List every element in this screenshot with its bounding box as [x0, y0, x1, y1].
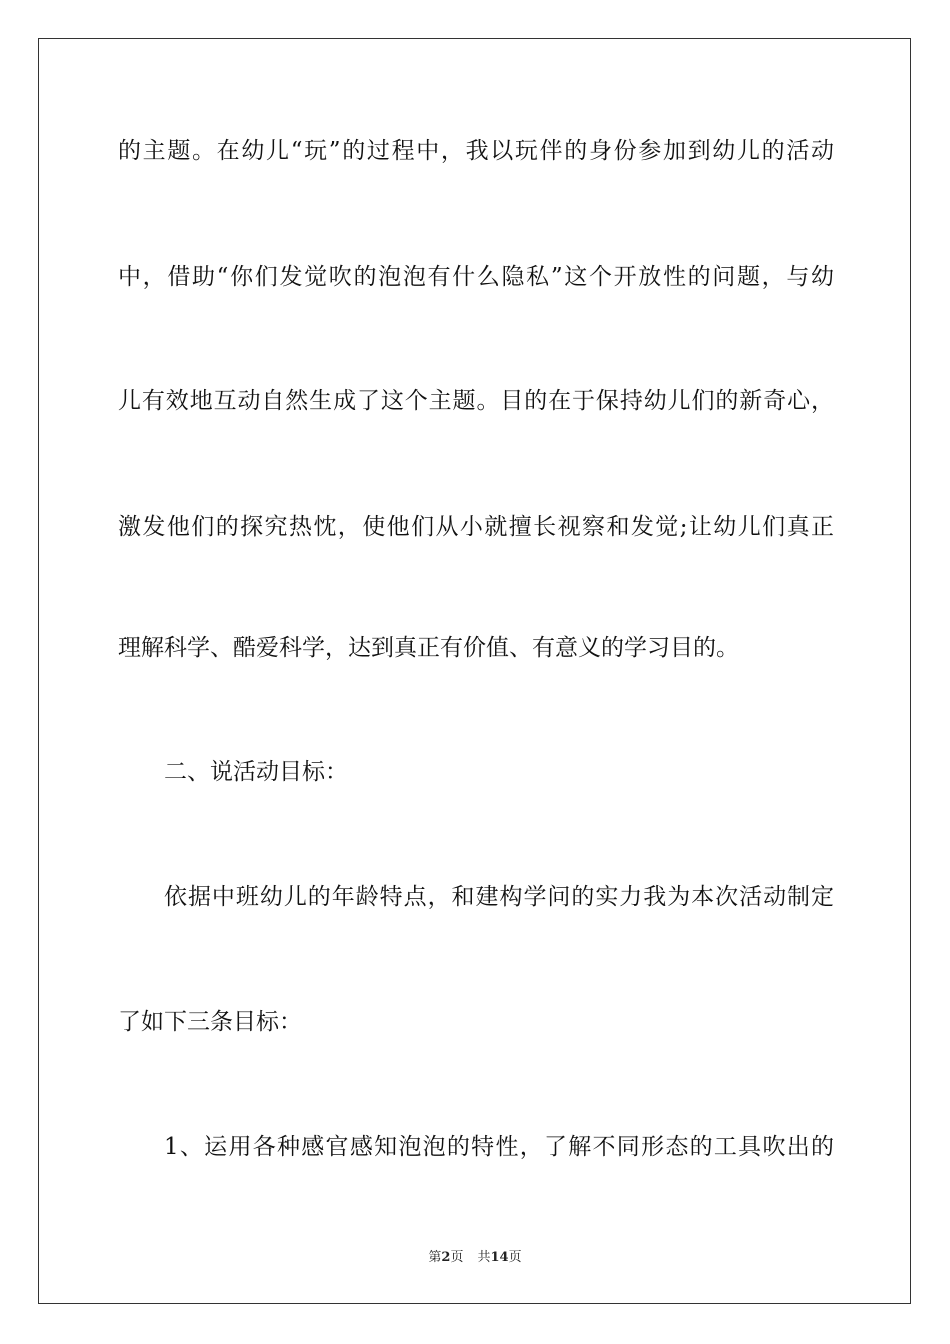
footer-total-prefix: 共 [477, 1250, 491, 1265]
footer-page-current: 2 [441, 1250, 451, 1265]
footer-total-suffix: 页 [508, 1250, 522, 1265]
footer-page-suffix: 页 [450, 1250, 464, 1265]
list-item-line: 1、运用各种感官感知泡泡的特性，了解不同形态的工具吹出的 [164, 1134, 834, 1160]
paragraph-line: 儿有效地互动自然生成了这个主题。目的在于保持幼儿们的新奇心， [118, 388, 834, 414]
footer-page-prefix: 第 [428, 1250, 442, 1265]
page-border [38, 38, 911, 1304]
paragraph-line: 激发他们的探究热忱，使他们从小就擅长视察和发觉;让幼儿们真正 [118, 514, 834, 540]
paragraph-line: 的主题。在幼儿“玩”的过程中，我以玩伴的身份参加到幼儿的活动 [118, 138, 834, 164]
paragraph-line: 依据中班幼儿的年龄特点，和建构学问的实力我为本次活动制定 [164, 884, 834, 910]
footer-page-total: 14 [490, 1250, 509, 1265]
page-footer [0, 1246, 950, 1265]
paragraph-line: 理解科学、酷爱科学，达到真正有价值、有意义的学习目的。 [118, 635, 739, 661]
paragraph-line: 了如下三条目标： [118, 1009, 302, 1035]
section-heading: 二、说活动目标： [164, 759, 348, 785]
paragraph-line: 中，借助“你们发觉吹的泡泡有什么隐私”这个开放性的问题，与幼 [118, 264, 834, 290]
